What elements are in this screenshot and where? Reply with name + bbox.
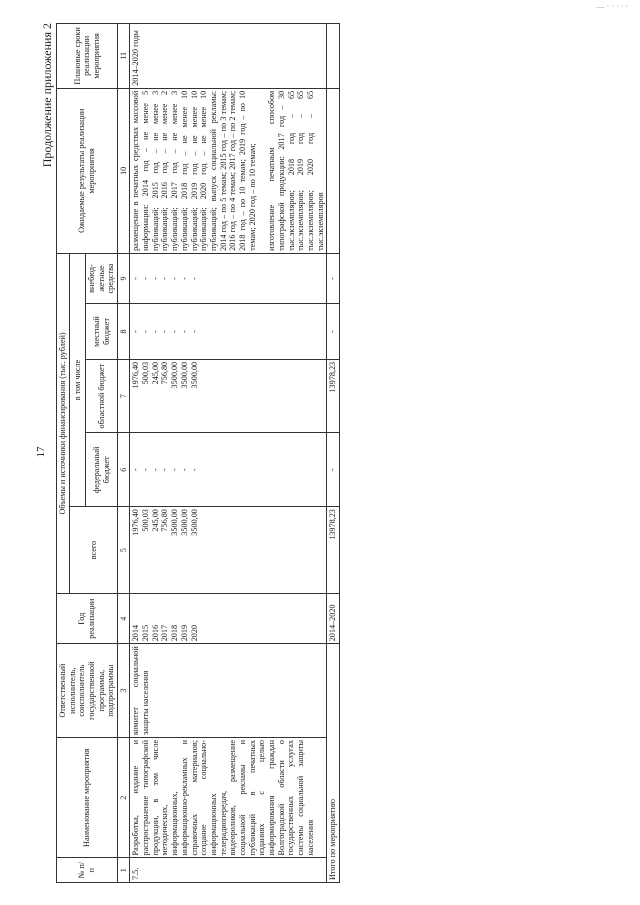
executor: комитет социальной защиты населения <box>130 643 327 737</box>
col-federal-header: федеральный бюджет <box>86 432 118 506</box>
column-numbers-row <box>118 23 130 882</box>
total-federal: - <box>327 432 340 506</box>
federal-value: - <box>150 467 160 471</box>
corner-text: — · · · · · <box>596 2 628 11</box>
regional-value: 500,03 <box>141 361 151 384</box>
total-empty-terms <box>327 23 340 88</box>
row-number: 7.5. <box>130 857 327 882</box>
total-value: 3500,00 <box>170 508 180 536</box>
federal-values <box>130 432 327 506</box>
col-number: 9 <box>118 253 130 303</box>
results-separator <box>257 90 267 250</box>
offbudget-values <box>130 253 327 303</box>
federal-value: - <box>179 467 189 471</box>
local-value: - <box>160 329 170 333</box>
local-value: - <box>131 329 141 333</box>
header-row-1 <box>57 23 70 882</box>
offbudget-value: - <box>189 276 199 280</box>
total-value: 245,00 <box>150 508 160 532</box>
page-number: 17 <box>35 446 47 458</box>
total-empty-results <box>327 88 340 253</box>
total-years: 2014–2020 <box>327 593 340 643</box>
year-value: 2015 <box>141 624 151 641</box>
col-number: 8 <box>118 303 130 359</box>
expected-results <box>130 88 327 253</box>
col-financing-header: Объемы и источники финансирования (тыс. рублей) <box>57 253 70 593</box>
offbudget-value: - <box>179 276 189 280</box>
col-number: 4 <box>118 593 130 643</box>
total-sum: 13978,23 <box>327 506 340 593</box>
total-regional: 13978,23 <box>327 359 340 433</box>
year-value: 2018 <box>170 624 180 641</box>
offbudget-value: - <box>150 276 160 280</box>
year-value: 2020 <box>189 624 199 641</box>
federal-value: - <box>141 467 151 471</box>
col-number: 7 <box>118 359 130 433</box>
total-local: - <box>327 303 340 359</box>
regional-value: 3500,00 <box>189 361 199 388</box>
federal-value: - <box>189 467 199 471</box>
year-value: 2016 <box>150 624 160 641</box>
total-value: 3500,00 <box>179 508 189 536</box>
col-offbudget-header: внебюд-жетные средства <box>86 253 118 303</box>
col-including-header: в том числе <box>69 253 85 506</box>
col-number: 1 <box>118 857 130 882</box>
year-value: 2014 <box>131 624 141 641</box>
col-year-header: Год реализации <box>57 593 118 643</box>
continuation-title: Продолжение приложения 2 <box>40 22 54 167</box>
regional-values <box>130 359 327 433</box>
table-row <box>130 23 327 882</box>
offbudget-value: - <box>131 276 141 280</box>
col-number: 6 <box>118 432 130 506</box>
measures-table <box>56 23 340 883</box>
col-total-header: всего <box>69 506 117 593</box>
local-value: - <box>141 329 151 333</box>
regional-value: 756,80 <box>160 361 170 384</box>
results-publications: размещение в печатных средствах массовой информации: 2014 год – не менее 5 публикаций; 2015 год – не менее 3 публикаций; 2016 год – не менее 2 публикаций; 2017 год – не менее 3 публикаций; 2018 год – не менее 10 публикаций; 2019 год – не менее 10 публикаций; 2020 год – не менее 10 публикаций; выпуск социальной рекламы: 2014 год – по 5 темам; 2015 год – по 3 темам; 2016 год – по 4 темам; 2017 год – по 2 темам; 2018 год – по 10 темам; 2019 год – по 10 темам; 2020 год – по 10 темам; <box>131 90 257 251</box>
rotated-page <box>40 23 600 883</box>
total-row <box>327 23 340 882</box>
planned-terms: 2014–2020 годы <box>130 23 327 88</box>
years-list <box>130 593 327 643</box>
col-executor-header: Ответственный исполнитель, соисполнитель государственной программы, подпрограммы <box>57 643 118 737</box>
local-values <box>130 303 327 359</box>
col-number: 2 <box>118 737 130 857</box>
total-values <box>130 506 327 593</box>
regional-value: 3500,00 <box>179 361 189 388</box>
regional-value: 245,00 <box>150 361 160 384</box>
col-number: 3 <box>118 643 130 737</box>
year-value: 2017 <box>160 624 170 641</box>
total-value: 3500,00 <box>189 508 199 536</box>
total-value: 1976,40 <box>131 508 141 536</box>
total-value: 756,80 <box>160 508 170 532</box>
total-label: Итого по мероприятию <box>327 643 340 882</box>
col-number: 11 <box>118 23 130 88</box>
local-value: - <box>150 329 160 333</box>
federal-value: - <box>160 467 170 471</box>
offbudget-value: - <box>160 276 170 280</box>
measure-name: Разработка, издание и распространение типографской продукции, в том числе методических, информационных, информационно-рекламных и справочных материалов; создание социально-информационных телерадиопередач, видеороликов, размещение социальной рекламы и публикаций в печатных изданиях с целью информирования граждан Волгоградской области о государственных услугах системы социальной защиты населения <box>130 737 327 857</box>
col-local-header: местный бюджет <box>86 303 118 359</box>
federal-value: - <box>170 467 180 471</box>
year-value: 2019 <box>179 624 189 641</box>
col-number: 5 <box>118 506 130 593</box>
col-regional-header: областной бюджет <box>86 359 118 433</box>
local-value: - <box>189 329 199 333</box>
col-results-header: Ожидаемые результаты реализации мероприятия <box>57 88 118 253</box>
regional-value: 3500,00 <box>170 361 180 388</box>
col-no-header: № п/п <box>57 857 118 882</box>
federal-value: - <box>131 467 141 471</box>
col-terms-header: Плановые сроки реализации мероприятия <box>57 23 118 88</box>
total-offbudget: - <box>327 253 340 303</box>
col-number: 10 <box>118 88 130 253</box>
local-value: - <box>170 329 180 333</box>
results-printing: изготовление печатным способом типографской продукции: 2017 год – 30 тыс.экземпляров; 2018 год – 65 тыс.экземпляров; 2019 год – 65 тыс.экземпляров; 2020 год – 65 тыс.экземпляров <box>267 90 325 251</box>
total-value: 500,03 <box>141 508 151 532</box>
col-name-header: Наименование мероприятия <box>57 737 118 857</box>
offbudget-value: - <box>141 276 151 280</box>
regional-value: 1976,40 <box>131 361 141 388</box>
local-value: - <box>179 329 189 333</box>
offbudget-value: - <box>170 276 180 280</box>
